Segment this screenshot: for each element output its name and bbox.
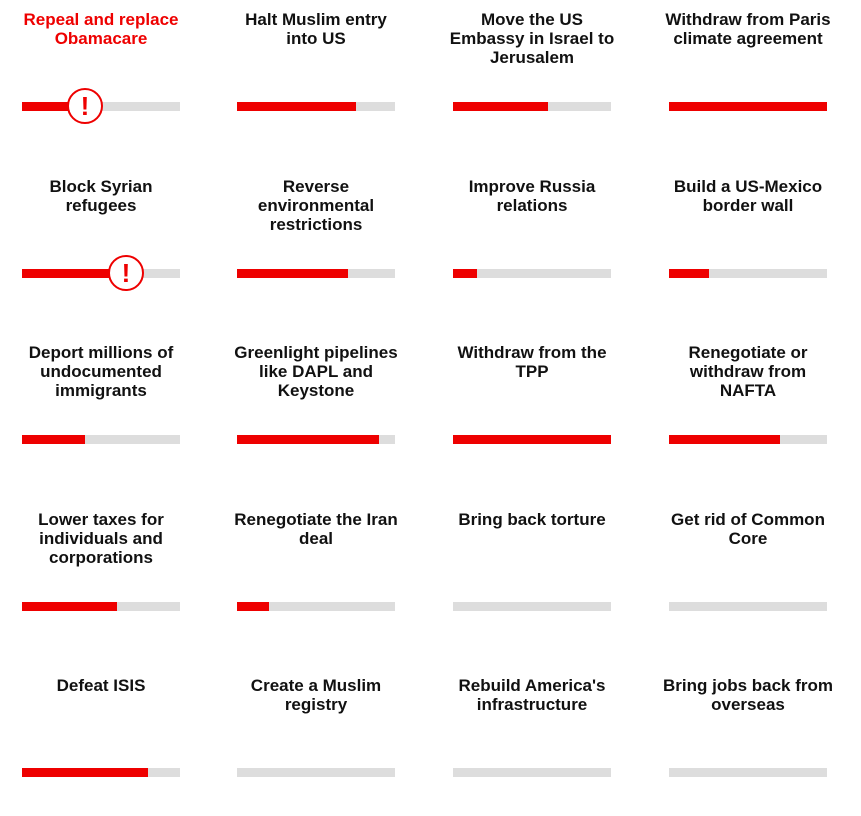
- progress-fill: [22, 602, 117, 611]
- promise-title: Deport millions of undocumented immigrants: [28, 343, 174, 400]
- promise-title: Bring back torture: [458, 510, 606, 529]
- progress-bar: [453, 269, 611, 278]
- promise-card[interactable]: [228, 167, 404, 317]
- promise-title: Renegotiate the Iran deal: [234, 510, 398, 548]
- promise-title: Lower taxes for individuals and corporations: [38, 510, 164, 567]
- promise-title: Repeal and replace Obamacare: [23, 10, 179, 48]
- progress-fill: [237, 435, 379, 444]
- promise-title: Renegotiate or withdraw from NAFTA: [688, 343, 808, 400]
- promise-title: Build a US-Mexico border wall: [673, 177, 823, 215]
- progress-bar: [669, 435, 827, 444]
- progress-bar: [453, 102, 611, 111]
- progress-fill: [453, 269, 477, 278]
- promise-title: Withdraw from Paris climate agreement: [665, 10, 831, 48]
- promise-card[interactable]: [444, 333, 620, 483]
- progress-bar: [237, 602, 395, 611]
- progress-fill: [237, 602, 269, 611]
- promise-title: Defeat ISIS: [56, 676, 146, 695]
- progress-bar: [22, 435, 180, 444]
- promise-card[interactable]: [444, 666, 620, 816]
- promise-title: Create a Muslim registry: [250, 676, 382, 714]
- progress-fill: [669, 435, 780, 444]
- progress-bar: [669, 269, 827, 278]
- alert-exclamation-icon[interactable]: !: [108, 255, 144, 291]
- promise-card[interactable]: [660, 0, 836, 150]
- promise-card[interactable]: [228, 666, 404, 816]
- promise-title: Rebuild America's infrastructure: [458, 676, 606, 714]
- progress-fill: [453, 102, 548, 111]
- promise-title: Bring jobs back from overseas: [662, 676, 834, 714]
- promise-card[interactable]: [13, 333, 189, 483]
- promise-card[interactable]: [660, 666, 836, 816]
- promise-card[interactable]: [228, 333, 404, 483]
- promise-card[interactable]: [660, 500, 836, 650]
- promise-card[interactable]: [228, 500, 404, 650]
- promise-card[interactable]: [13, 167, 189, 317]
- progress-fill: [22, 435, 85, 444]
- promise-card[interactable]: [660, 167, 836, 317]
- progress-fill: [237, 269, 348, 278]
- promise-card[interactable]: [13, 666, 189, 816]
- promise-card[interactable]: [13, 0, 189, 150]
- progress-bar: [237, 102, 395, 111]
- progress-bar: [669, 768, 827, 777]
- alert-exclamation-icon[interactable]: !: [67, 88, 103, 124]
- progress-bar: [669, 102, 827, 111]
- progress-bar: [237, 435, 395, 444]
- promise-card[interactable]: [660, 333, 836, 483]
- progress-fill: [669, 102, 827, 111]
- promise-card[interactable]: [444, 167, 620, 317]
- promise-title: Improve Russia relations: [468, 177, 596, 215]
- progress-bar: [22, 269, 180, 278]
- progress-bar: [453, 768, 611, 777]
- progress-fill: [669, 269, 709, 278]
- progress-fill: [453, 435, 611, 444]
- progress-bar: [669, 602, 827, 611]
- promise-title: Reverse environmental restrictions: [257, 177, 375, 234]
- promise-title: Withdraw from the TPP: [457, 343, 607, 381]
- progress-bar: [22, 602, 180, 611]
- promise-title: Block Syrian refugees: [49, 177, 153, 215]
- promise-card[interactable]: [228, 0, 404, 150]
- promise-title: Move the US Embassy in Israel to Jerusalem: [449, 10, 615, 67]
- progress-bar: [237, 269, 395, 278]
- promise-card[interactable]: [13, 500, 189, 650]
- promise-title: Greenlight pipelines like DAPL and Keystone: [234, 343, 398, 400]
- progress-fill: [22, 768, 148, 777]
- progress-bar: [453, 602, 611, 611]
- progress-bar: [237, 768, 395, 777]
- promise-title: Get rid of Common Core: [671, 510, 825, 548]
- promise-card[interactable]: [444, 0, 620, 150]
- promise-card[interactable]: [444, 500, 620, 650]
- promise-title: Halt Muslim entry into US: [245, 10, 387, 48]
- progress-fill: [237, 102, 356, 111]
- progress-bar: [453, 435, 611, 444]
- progress-bar: [22, 768, 180, 777]
